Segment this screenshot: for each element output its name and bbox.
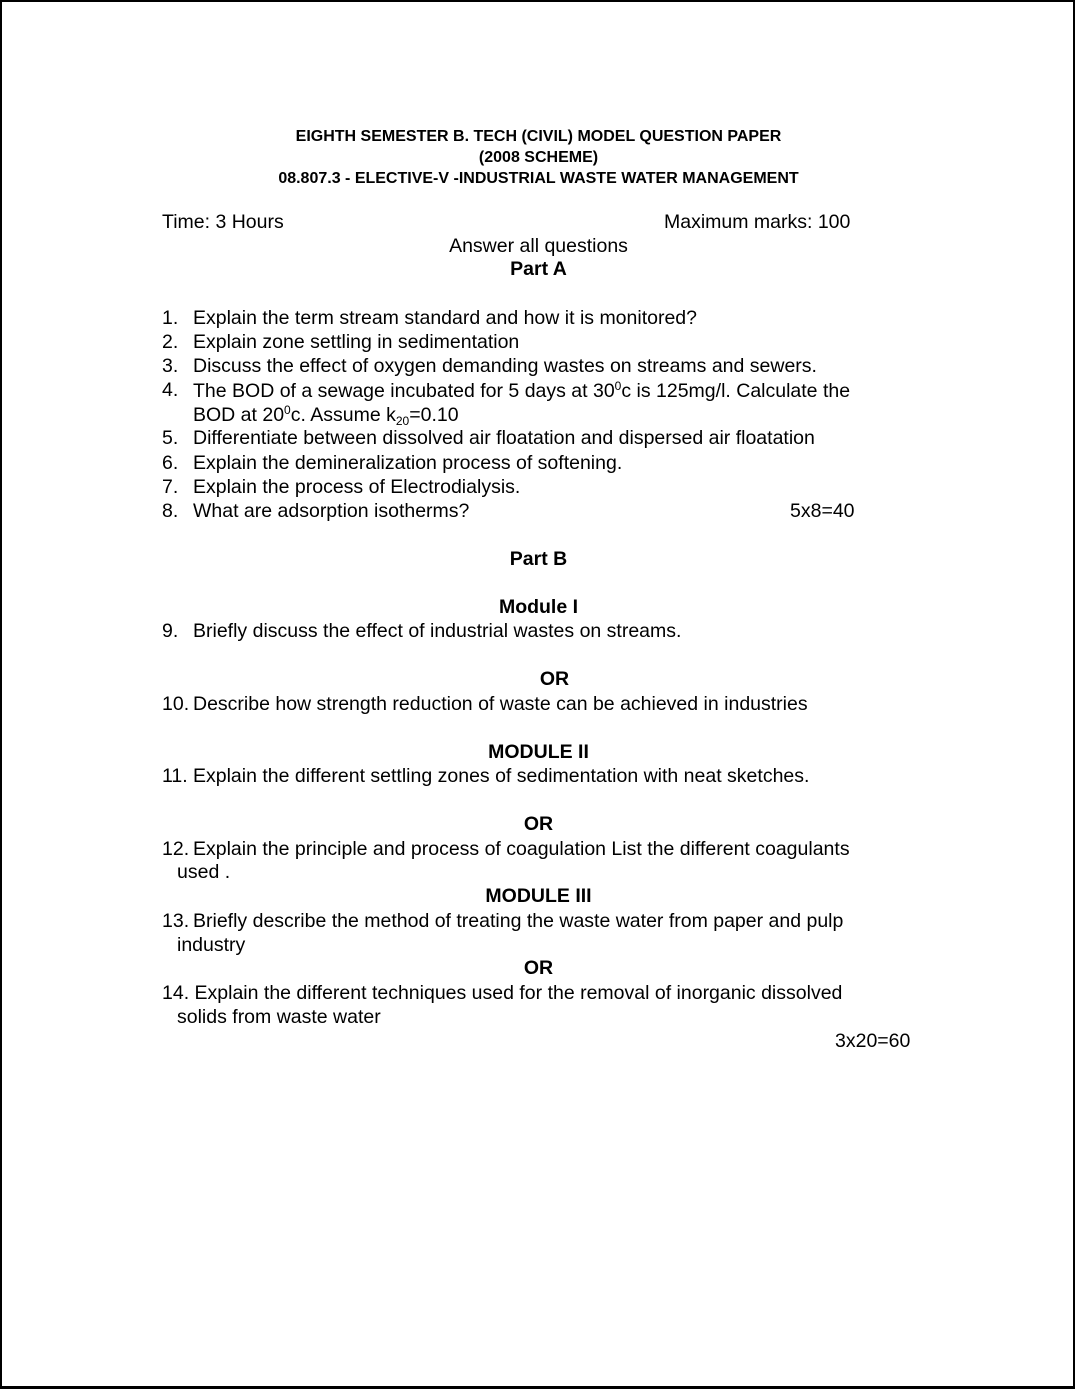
part-b-title: Part B [509,548,568,570]
module-2-title: MODULE II [488,741,589,763]
question-number: 6. [162,452,179,474]
question-text [193,379,917,403]
question-number: 4. [162,379,179,401]
question-text-part: The BOD of a sewage incubated for 5 days at $30^0c$ is 125mg/l. Calculate the [193,379,851,402]
question-text: Briefly describe the method of treating the waste water from paper and pulp [193,910,844,932]
question-number: 2. [162,331,179,353]
question-number: 9. [162,620,179,642]
or-divider: OR [523,813,554,835]
question-text-continued: used . [177,861,231,883]
exam-instruction: Answer all questions [449,235,628,257]
exam-time: Time: 3 Hours [162,211,284,233]
question-text: Explain the process of Electrodialysis. [193,476,521,498]
question-text: Explain zone settling in sedimentation [193,331,520,353]
question-text-continued: BOD at $20^0c$. Assume $k_{20}=0.10$ [193,403,459,428]
part-b-marks: 3x20=60 [835,1030,911,1052]
question-text: Differentiate between dissolved air floatation and dispersed air floatation [193,427,815,449]
question-text: Briefly discuss the effect of industrial wastes on streams. [193,620,682,642]
question-number: 3. [162,355,179,377]
question-text: Describe how strength reduction of waste can be achieved in industries [193,693,808,715]
header-subject: 08.807.3 - ELECTIVE-V -INDUSTRIAL WASTE WATER MANAGEMENT [278,170,799,187]
question-number: 13. [162,910,190,932]
question-text: 14. Explain the different techniques used for the removal of inorganic dissolved [162,982,843,1004]
or-divider: OR [523,957,554,979]
question-text: What are adsorption isotherms? [193,500,470,522]
question-number: 10. [162,693,190,715]
part-a-title: Part A [510,258,567,280]
part-a-marks: 5x8=40 [790,500,855,522]
question-text: Discuss the effect of oxygen demanding wastes on streams and sewers. [193,355,817,377]
question-number: 11. [162,765,188,787]
header-title: EIGHTH SEMESTER B. TECH (CIVIL) MODEL QUESTION PAPER [295,128,782,145]
question-text: Explain the term stream standard and how it is monitored? [193,307,698,329]
module-3-title: MODULE III [485,885,592,907]
question-number: 1. [162,307,179,329]
header-scheme: (2008 SCHEME) [478,149,599,166]
question-text-continued: industry [177,934,246,956]
question-text: Explain the principle and process of coagulation List the different coagulants [193,838,850,860]
question-number: 8. [162,500,179,522]
exam-max-marks: Maximum marks: 100 [664,211,851,233]
module-1-title: Module I [498,596,579,618]
question-text-continued: solids from waste water [177,1006,381,1028]
or-divider: OR [539,668,570,690]
question-number: 12. [162,838,190,860]
question-number: 7. [162,476,179,498]
question-text: Explain the demineralization process of softening. [193,452,623,474]
question-text: Explain the different settling zones of sedimentation with neat sketches. [193,765,810,787]
question-number: 5. [162,427,179,449]
